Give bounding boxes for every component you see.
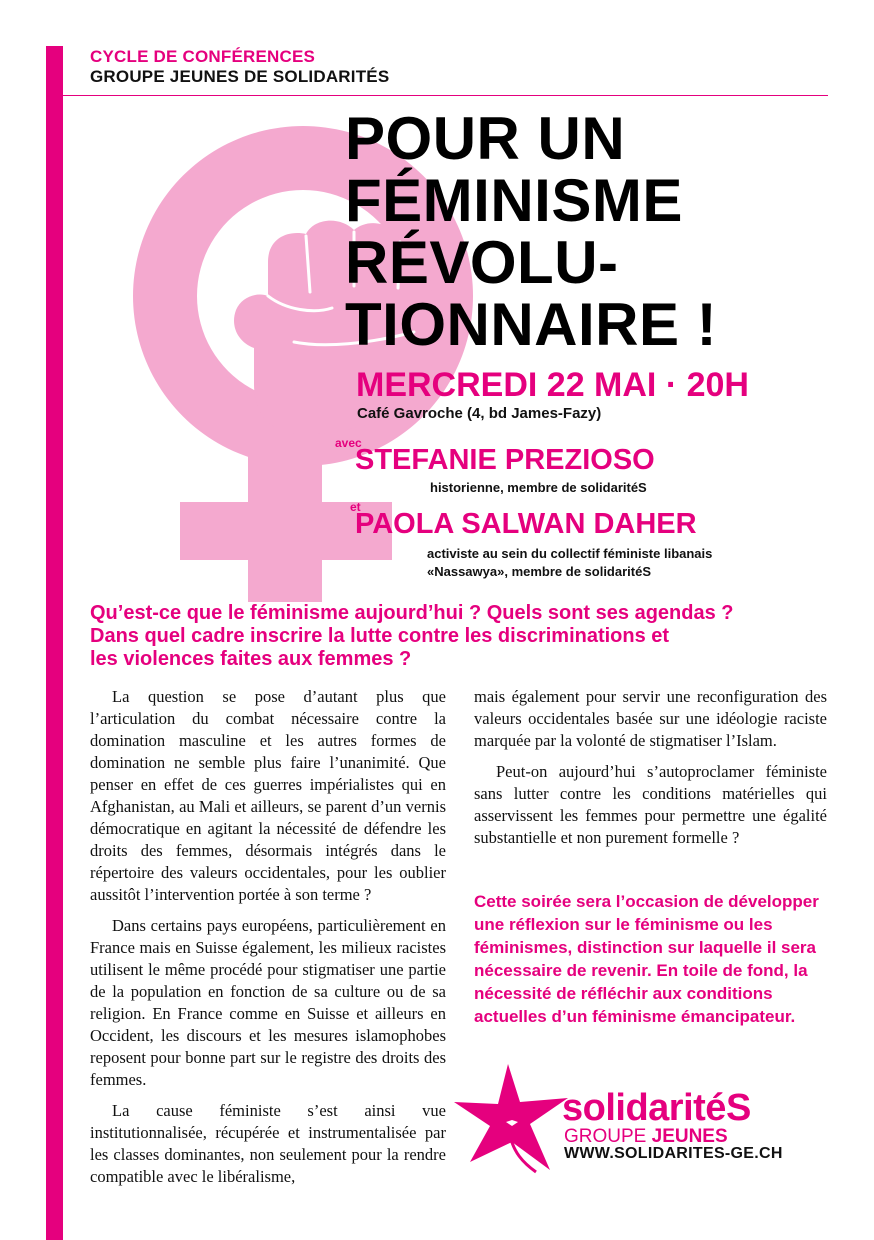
logo-group-bold: JEUNES <box>651 1126 728 1147</box>
website-url[interactable]: WWW.SOLIDARITES-GE.CH <box>564 1145 783 1162</box>
title-line: RÉVOLU- <box>345 229 619 296</box>
star-logo-icon <box>452 1062 572 1177</box>
speaker-2-role-line: activiste au sein du collectif féministe libanais <box>427 546 713 561</box>
lead-questions <box>90 602 830 671</box>
organizer-name: GROUPE JEUNES DE SOLIDARITÉS <box>90 67 390 86</box>
main-title <box>345 105 718 358</box>
logo-group-prefix: GROUPE <box>564 1126 652 1147</box>
body-column-left <box>90 686 446 1197</box>
highlight-paragraph: Cette soirée sera l’occasion de développer une réflexion sur le féminisme ou les féminismes, distinction sur laquelle il sera nécessaire de revenir. En toile de fond, la nécessité de réfléchir aux conditions actuelles d’un féminisme émancipateur. <box>474 892 819 1026</box>
logo-group-label <box>564 1127 728 1147</box>
event-venue: Café Gavroche (4, bd James-Fazy) <box>357 405 602 422</box>
speaker-2-role-line: «Nassawya», membre de solidaritéS <box>427 564 652 579</box>
body-paragraph: La cause féministe s’est ainsi vue institutionnalisée, récupérée et instrumentalisée par les classes dominantes, non seulement pour la rendre compatible avec le libéralisme, <box>90 1101 446 1186</box>
with-label: avec <box>335 436 362 450</box>
title-line: TIONNAIRE ! <box>345 291 718 358</box>
body-column-right <box>474 686 827 858</box>
event-date: MERCREDI 22 MAI · 20H <box>356 366 749 404</box>
logo-wordmark: solidaritéS <box>562 1087 751 1129</box>
body-paragraph: Dans certains pays européens, particulièrement en France mais en Suisse également, les milieux racistes utilisent le même procédé pour stigmatiser une partie de la population en fonction de sa culture ou de sa religion. En France comme en Suisse et ailleurs en Occident, les discours et les mesures islamophobes reposent pour bonne part sur le registre des droits des femmes. <box>90 916 446 1089</box>
body-paragraph: La question se pose d’autant plus que l’articulation du combat nécessaire contre la domination masculine et les autres formes de domination ne semble plus faire l’unanimité. Que penser en effet de ces guerres impérialistes qui en Afghanistan, au Mali et ailleurs, se parent d’un vernis démocratique en agitant la nécessité de défendre les droits des femmes, désormais intégrés dans le répertoire des valeurs occidentales, pour les oublier aussitôt l’intervention portée à son terme ? <box>90 687 446 904</box>
speaker-1-name: STEFANIE PREZIOSO <box>355 444 655 476</box>
question-line: les violences faites aux femmes ? <box>90 648 412 670</box>
question-line: Qu’est-ce que le féminisme aujourd’hui ? Quels sont ses agendas ? <box>90 602 734 624</box>
poster-header <box>90 47 389 87</box>
title-line: POUR UN <box>345 105 626 172</box>
speaker-1-role: historienne, membre de solidaritéS <box>430 480 647 495</box>
header-divider <box>63 95 828 96</box>
speaker-2-name: PAOLA SALWAN DAHER <box>355 508 697 540</box>
speaker-2-role <box>427 545 712 581</box>
series-title: CYCLE DE CONFÉRENCES <box>90 47 316 66</box>
magenta-side-bar <box>46 46 63 1240</box>
and-label: et <box>350 500 361 514</box>
body-paragraph: mais également pour servir une reconfiguration des valeurs occidentales basée sur une idéologie raciste marquée par la volonté de stigmatiser l’Islam. <box>474 687 827 750</box>
body-paragraph: Peut-on aujourd’hui s’autoproclamer féministe sans lutter contre les conditions matérielles qui asservissent les femmes pour permettre une égalité substantielle et non purement formelle ? <box>474 762 827 847</box>
title-line: FÉMINISME <box>345 167 683 234</box>
question-line: Dans quel cadre inscrire la lutte contre les discriminations et <box>90 625 670 647</box>
